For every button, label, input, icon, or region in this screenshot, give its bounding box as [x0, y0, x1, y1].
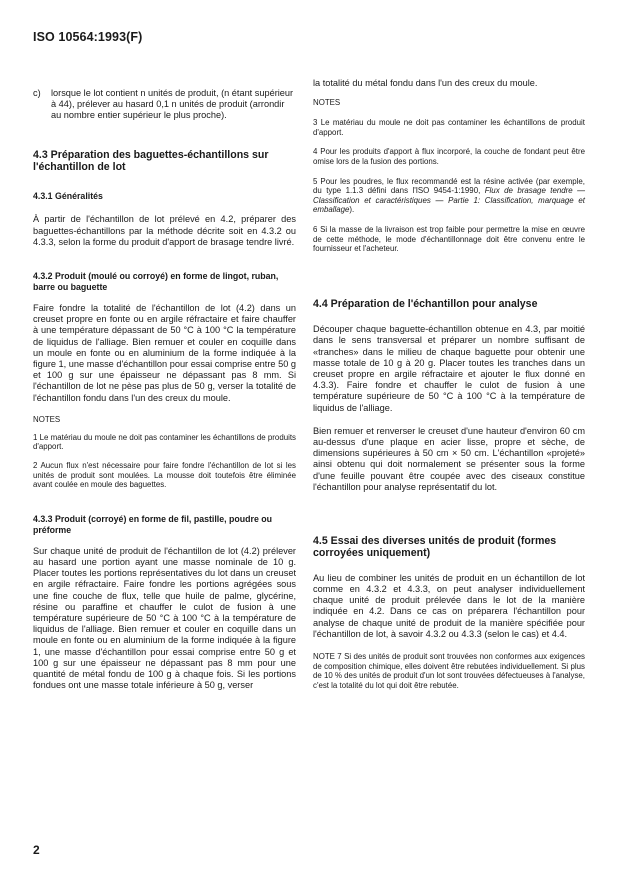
note-1: 1 Le matériau du moule ne doit pas contaminer les échantillons de produits d'apport.: [33, 432, 296, 452]
paragraph-4-4-a: Découper chaque baguette-échantillon obtenue en 4.3, par moitié dans le sens transversal et préparer un nombre suffisant de «tranches» dans le milieu de chaque baguette pour obtenir une masse totale de 10 g à 20 g. Placer toutes les tranches dans un creuset propre en argile réfractaire et ajouter le flux donné en 4.3.3). Faire fondre et chauffer le culot de fusion à une température supérieure de 50 °C à 100 °C à la température de liquidus de l'alliage.: [313, 324, 585, 413]
page-number: 2: [33, 843, 40, 857]
note-7: NOTE 7 Si des unités de produit sont trouvées non conformes aux exigences de composition chimique, elles doivent être rebutées individuellement. Si plus de 10 % des unités de produit d'un lot sont trouvées défectueuses à l'analyse, c'est la totalité du lot qui doit être rebutée.: [313, 652, 585, 690]
section-heading-4-3-1: 4.3.1 Généralités: [33, 191, 103, 202]
paragraph-4-3-3: Sur chaque unité de produit de l'échantillon de lot (4.2) prélever au hasard une portion ayant une masse nominale de 10 g. Placer toutes les portions représentatives du lot dans un creuset en argile réfractaire. Faire fondre les portions agrégées sous une fine couche de flux, telle que huile de palme, glycérine, résine ou paraffine et chauffer le culot de fusion à une température supérieure de 50 °C à 100 °C à la température de liquidus de l'alliage. Bien remuer et couler en coquille dans un moule en fonte ou en aluminium de la forme indiquée à la figure 1, une masse d'échantillon pour essai comprise entre 50 g et 100 g sur une épaisseur ne dépassant pas 8 mm pour une quantité de métal fondu de 100 g à chaque fois. Si les portions fondues ont une masse totale inférieure à 50 g, verser: [33, 545, 296, 691]
list-item-text: lorsque le lot contient n unités de produit, (n étant supérieur à 44), prélever au hasard 0,1 n unités de produit (arrondir au nombre entier supérieur le plus proche).: [51, 88, 294, 121]
paragraph-4-5: Au lieu de combiner les unités de produit en un échantillon de lot comme en 4.3.2 et 4.3.3, on peut analyser individuellement chaque unité de produit prélevée dans le lot de la manière indiquée en 4.2. Dans ce cas on préparera l'échantillon pour analyse de chaque unité de produit de la manière spécifiée pour l'échantillon de lot, à savoir 4.3.2 ou 4.3.3 (selon le cas) et 4.4.: [313, 572, 585, 639]
notes-label: NOTES: [33, 414, 61, 424]
note-5-text: 5 Pour les poudres, le flux recommandé est la résine activée (par exemple, du type 1.1.3 défini dans l'ISO 9454-1:1990,: [313, 176, 585, 196]
paragraph-4-4-b: Bien remuer et renverser le creuset d'une hauteur d'environ 60 cm au-dessus d'une plaque en acier lisse, propre et sèche, de dimensions supérieures à 50 cm × 50 cm. L'échantillon «projeté» ainsi obtenu qui doit normalement se présenter sous la forme d'une feuille pouvant être coupée avec des ciseaux constitue l'échantillon pour analyse représentatif du lot.: [313, 425, 585, 492]
section-heading-4-3-3: 4.3.3 Produit (corroyé) en forme de fil, pastille, poudre ou préforme: [33, 513, 273, 535]
section-heading-4-5: 4.5 Essai des diverses unités de produit (formes corroyées uniquement): [313, 534, 557, 560]
paragraph-continuation: la totalité du métal fondu dans l'un des creux du moule.: [313, 78, 538, 88]
note-3: 3 Le matériau du moule ne doit pas contaminer les échantillons de produit d'apport.: [313, 118, 585, 137]
paragraph-4-3-2: Faire fondre la totalité de l'échantillon de lot (4.2) dans un creuset propre en fonte ou en argile réfractaire et faire chauffer à une température dépassant de 50 °C à 100 °C la température de liquidus de l'alliage. Bien remuer et couler en coquille dans un moule en fonte ou en aluminium de la forme indiquée à la figure 1, une masse d'échantillon pour essai comprise entre 50 g et 100 g sur une épaisseur ne dépassant pas 8 mm. Si l'échantillon de lot ne pèse pas plus de 50 g, verser la totalité de l'échantillon fondu dans l'un des creux du moule.: [33, 303, 296, 403]
section-heading-4-3-2: 4.3.2 Produit (moulé ou corroyé) en forme de lingot, ruban, barre ou baguette: [33, 271, 279, 293]
note-5: [313, 177, 585, 215]
note-2: 2 Aucun flux n'est nécessaire pour faire fondre l'échantillon de lot si les unités de produit sont moulées. La mousse doit toutefois être éliminée avant coulée en moule des baguettes.: [33, 461, 296, 490]
note-6: 6 Si la masse de la livraison est trop faible pour permettre la mise en œuvre de cette méthode, le mode d'échantillonnage doit être convenu entre le fournisseur et l'acheteur.: [313, 224, 585, 254]
note-4: 4 Pour les produits d'apport à flux incorporé, la couche de fondant peut être omise lors de la fusion des portions.: [313, 147, 585, 166]
document-id: ISO 10564:1993(F): [33, 30, 143, 44]
list-item-c: [33, 88, 296, 122]
section-heading-4-3: 4.3 Préparation des baguettes-échantillons sur l'échantillon de lot: [33, 148, 269, 174]
paragraph-4-3-1: À partir de l'échantillon de lot prélevé en 4.2, préparer des baguettes-échantillons par la méthode décrite soit en 4.3.2 ou 4.3.3, selon la forme du produit d'apport de brasage tendre livré.: [33, 214, 296, 247]
left-column: [33, 88, 296, 691]
note-5-citation: Flux de brasage tendre — Classification et caractéristiques — Partie 1: Classification, marquage et emballage: [313, 186, 586, 215]
note-5-end: ).: [349, 205, 355, 215]
section-heading-4-4: 4.4 Préparation de l'échantillon pour analyse: [313, 297, 538, 310]
right-column: [313, 78, 585, 690]
notes-label: NOTES: [313, 98, 341, 108]
list-label: c): [33, 88, 41, 98]
